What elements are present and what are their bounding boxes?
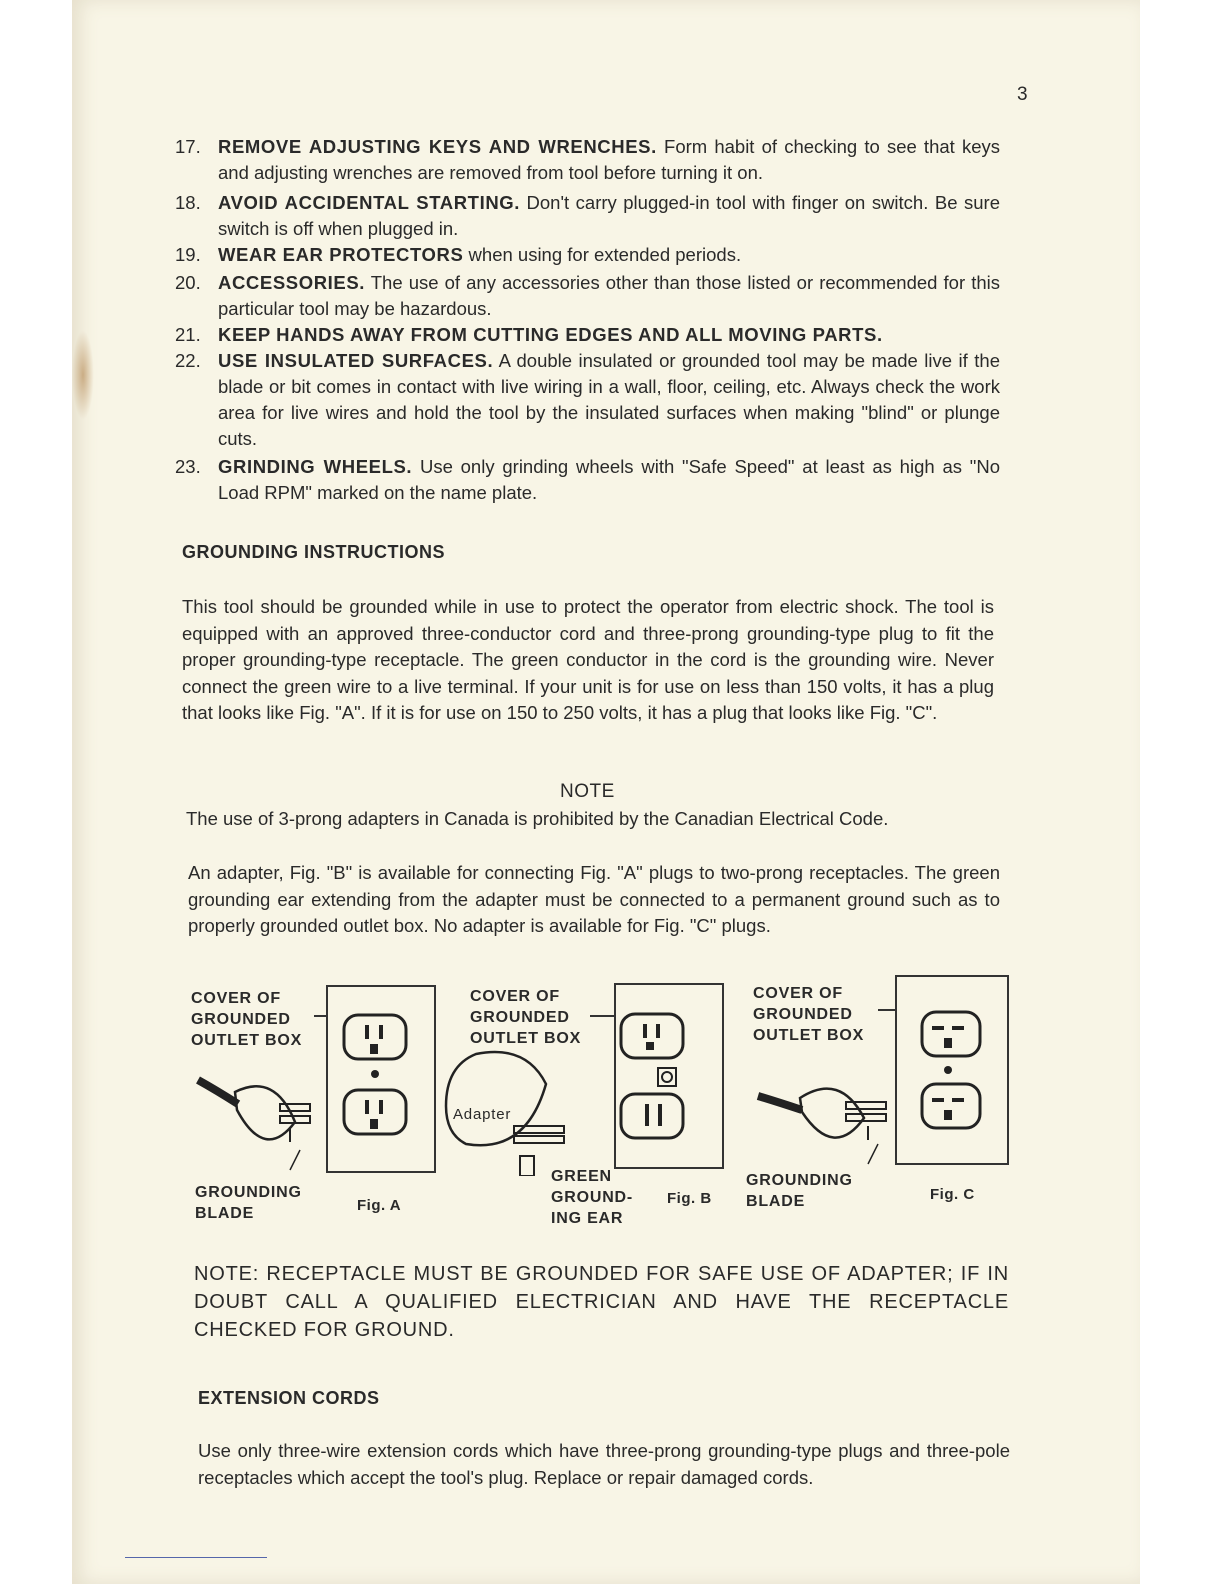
rule-22 <box>175 348 1000 452</box>
rule-number: 17. <box>175 136 201 157</box>
rule-number: 23. <box>175 456 201 477</box>
rule-lead: ACCESSORIES. <box>218 272 366 293</box>
rule-text: Form habit of checking to see that keys and adjusting wrenches are removed from tool before turning it on. <box>218 136 1000 183</box>
adapter-paragraph: An adapter, Fig. "B" is available for connecting Fig. "A" plugs to two-prong receptacles. The green grounding ear extending from the adapter must be connected to a permanent ground such as to properly grounded outlet box. No adapter is available for Fig. "C" plugs. <box>188 862 1000 936</box>
fig-c-cover-label: COVER OF GROUNDED OUTLET BOX <box>753 985 865 1044</box>
rule-lead: AVOID ACCIDENTAL STARTING. <box>218 192 521 213</box>
rule-number: 22. <box>175 350 201 371</box>
rule-18 <box>175 190 1000 242</box>
plug-c-icon <box>758 1089 886 1140</box>
rule-lead: GRINDING WHEELS. <box>218 456 413 477</box>
grounding-paragraph: This tool should be grounded while in use to protect the operator from electric shock. The tool is equipped with an approved three-conductor cord and three-prong grounding-type plug to fit the proper grounding-type receptacle. The green conductor in the cord is the grounding wire. Never connect the green wire to a live terminal. If your unit is for use on less than 150 volts, it has a plug that looks like Fig. "A". If it is for use on 150 to 250 volts, it has a plug that looks like Fig. "C". <box>182 596 994 723</box>
rule-20 <box>175 270 1000 322</box>
outlet-c-top-icon <box>922 1012 980 1056</box>
rule-21 <box>175 322 1000 348</box>
note-text: The use of 3-prong adapters in Canada is prohibited by the Canadian Electrical Code. <box>186 808 889 829</box>
rule-text: Use only grinding wheels with "Safe Speed" at least as high as "No Load RPM" marked on the name plate. <box>218 456 1000 503</box>
warning-note: NOTE: RECEPTACLE MUST BE GROUNDED FOR SAFE USE OF ADAPTER; IF IN DOUBT CALL A QUALIFIED ELECTRICIAN AND HAVE THE RECEPTACLE CHECKED FOR GROUND. <box>194 1263 1009 1341</box>
fig-c-blade-label: GROUNDING BLADE <box>746 1172 853 1210</box>
fig-c-illustration <box>750 972 1015 1172</box>
outlet-adapter-icon <box>621 1014 683 1058</box>
rule-lead: REMOVE ADJUSTING KEYS AND WRENCHES. <box>218 136 657 157</box>
rule-text: when using for extended periods. <box>463 244 742 265</box>
rule-number: 20. <box>175 272 201 293</box>
rule-number: 18. <box>175 192 201 213</box>
fig-a-cover-label: COVER OF GROUNDED OUTLET BOX <box>191 990 303 1049</box>
fig-c-caption: Fig. C <box>930 1186 975 1203</box>
fig-b-cover-label: COVER OF GROUNDED OUTLET BOX <box>470 988 582 1047</box>
fig-b-ear-label: GREEN GROUND- ING EAR <box>551 1168 634 1227</box>
outlet-c-bottom-icon <box>922 1084 980 1128</box>
rule-lead: KEEP HANDS AWAY FROM CUTTING EDGES AND ALL MOVING PARTS. <box>218 324 883 345</box>
extension-cords-heading: EXTENSION CORDS <box>198 1388 380 1408</box>
grounding-heading: GROUNDING INSTRUCTIONS <box>182 542 445 562</box>
plug-a-icon <box>198 1080 310 1142</box>
rule-text: The use of any accessories other than those listed or recommended for this particular tool may be hazardous. <box>218 272 1000 319</box>
fig-a-blade-label: GROUNDING BLADE <box>195 1184 302 1222</box>
rule-text: Don't carry plugged-in tool with finger on switch. Be sure switch is off when plugged in. <box>218 192 1000 239</box>
outlet-bottom-icon <box>344 1090 406 1134</box>
rule-number: 21. <box>175 324 201 345</box>
rule-23 <box>175 454 1000 506</box>
page-stain <box>72 330 94 420</box>
fig-b-illustration <box>440 976 730 1176</box>
fig-a-illustration <box>190 980 450 1180</box>
adapter-label: Adapter <box>453 1106 512 1123</box>
corner-rule <box>125 1557 267 1558</box>
outlet-two-prong-icon <box>621 1094 683 1138</box>
rule-17 <box>175 134 1000 186</box>
rule-19 <box>175 242 1000 268</box>
extension-cords-paragraph: Use only three-wire extension cords which have three-prong grounding-type plugs and three-pole receptacles which accept the tool's plug. Replace or repair damaged cords. <box>198 1440 1010 1488</box>
rule-lead: USE INSULATED SURFACES. <box>218 350 494 371</box>
rule-number: 19. <box>175 244 201 265</box>
page-number: 3 <box>1017 84 1028 105</box>
fig-b-caption: Fig. B <box>667 1190 712 1207</box>
outlet-top-icon <box>344 1015 406 1059</box>
rule-text: A double insulated or grounded tool may be made live if the blade or bit comes in contact with live wiring in a wall, floor, ceiling, etc. Always check the work area for live wires and hold the tool by the insulated surfaces when making "blind" or plunge cuts. <box>218 350 1001 449</box>
rule-lead: WEAR EAR PROTECTORS <box>218 244 464 265</box>
fig-a-caption: Fig. A <box>357 1197 402 1214</box>
note-title: NOTE <box>560 781 615 802</box>
